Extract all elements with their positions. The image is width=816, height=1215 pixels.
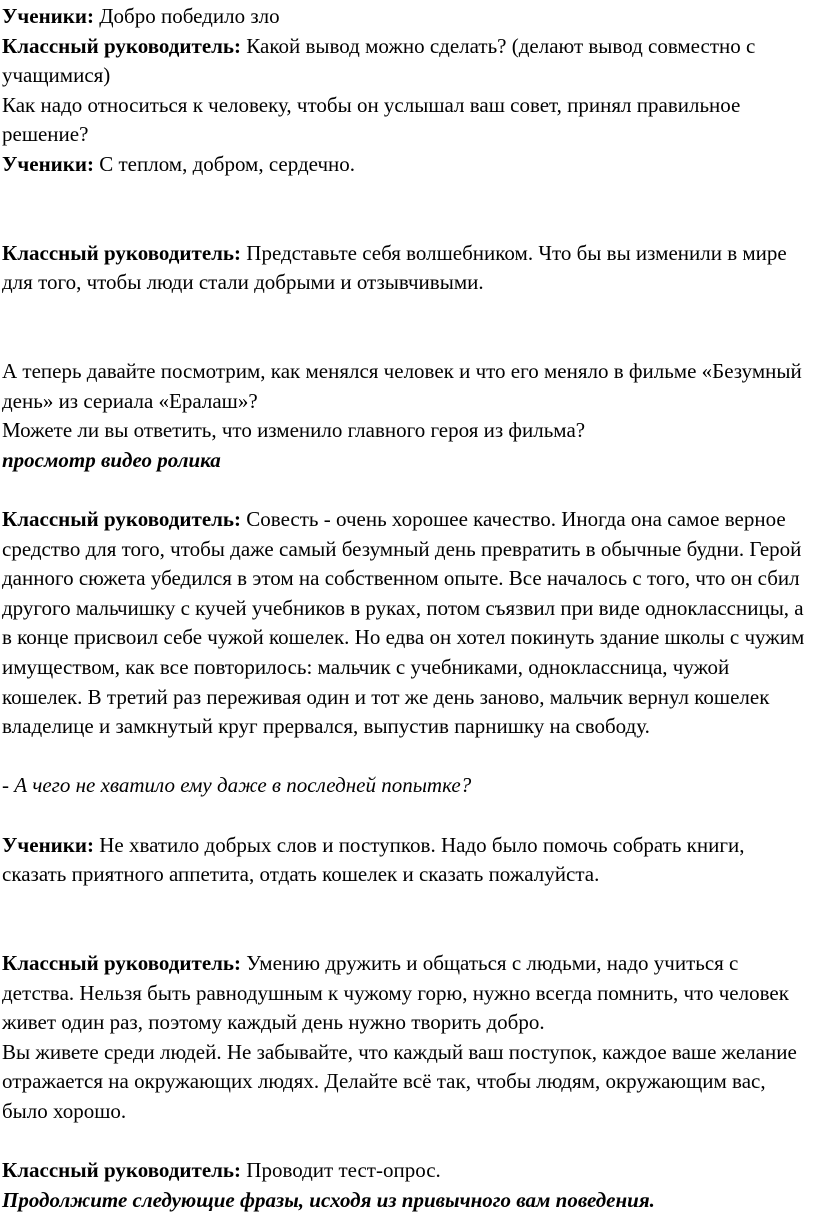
paragraph-text: Можете ли вы ответить, что изменило главного героя из фильма? <box>2 418 586 443</box>
paragraph-teacher-5 <box>2 1156 808 1186</box>
paragraph-teacher-4 <box>2 949 808 1038</box>
blank-space <box>2 742 808 772</box>
speaker-label: Классный руководитель: <box>2 1158 242 1183</box>
video-note-text: просмотр видео ролика <box>2 447 221 472</box>
instruction-text: Продолжите следующие фразы, исходя из привычного вам поведения. <box>2 1187 655 1212</box>
paragraph-students-2 <box>2 150 808 180</box>
blank-space <box>2 298 808 357</box>
paragraph-text: С теплом, добром, сердечно. <box>93 151 355 176</box>
paragraph-video-note <box>2 446 808 476</box>
paragraph-film-intro <box>2 357 808 416</box>
speaker-label: Ученики: <box>2 151 94 176</box>
paragraph-text: Какой вывод можно сделать? (делают вывод совместно с учащимися) <box>2 33 756 88</box>
speaker-label: Ученики: <box>2 832 94 857</box>
paragraph-students-1 <box>2 2 808 32</box>
paragraph-text: Представьте себя волшебником. Что бы вы изменили в мире для того, чтобы люди стали добрыми и отзывчивыми. <box>2 240 787 295</box>
speaker-label: Классный руководитель: <box>2 951 242 975</box>
blank-space <box>2 1127 808 1157</box>
speaker-label: Ученики: <box>2 4 94 28</box>
blank-space <box>2 180 808 239</box>
paragraph-teacher-2 <box>2 239 808 298</box>
paragraph-advice <box>2 1038 808 1127</box>
speaker-label: Классный руководитель: <box>2 33 242 58</box>
paragraph-text: Вы живете среди людей. Не забывайте, что каждый ваш поступок, каждое ваше желание отражается на окружающих людях. Делайте всё так, чтобы людям, окружающим вас, было хорошо. <box>2 1039 797 1123</box>
paragraph-question-2 <box>2 771 808 801</box>
paragraph-teacher-1 <box>2 32 808 91</box>
blank-space <box>2 801 808 831</box>
blank-space <box>2 890 808 949</box>
paragraph-text: Совесть - очень хорошее качество. Иногда она самое верное средство для того, чтобы даже самый безумный день превратить в обычные будни. Герой данного сюжета убедился в этом на собственном опыте. Все началось с того, что он сбил другого мальчишку с кучей учебников в руках, потом съязвил при виде одноклассницы, а в конце присвоил себе чужой кошелек. Но едва он хотел покинуть здание школы с чужим имуществом, как все повторилось: мальчик с учебниками, одноклассница, чужой кошелек. В третий раз переживая один и тот же день заново, мальчик вернул кошелек владелице и замкнутый круг прервался, выпустив парнишку на свободу. <box>2 507 805 739</box>
paragraph-text: Как надо относиться к человеку, чтобы он услышал ваш совет, принял правильное решение? <box>2 92 741 147</box>
speaker-label: Классный руководитель: <box>2 507 242 532</box>
paragraph-text: Умению дружить и общаться с людьми, надо учиться с детства. Нельзя быть равнодушным к чужому горю, нужно всегда помнить, что человек живет один раз, поэтому каждый день нужно творить добро. <box>2 951 789 1035</box>
paragraph-text: Добро победило зло <box>93 4 280 28</box>
blank-space <box>2 476 808 506</box>
paragraph-text: Не хватило добрых слов и поступков. Надо было помочь собрать книги, сказать приятного аппетита, отдать кошелек и сказать пожалуйста. <box>2 832 745 887</box>
paragraph-text: Проводит тест-опрос. <box>241 1158 441 1183</box>
paragraph-film-question <box>2 416 808 446</box>
paragraph-teacher-3 <box>2 505 808 742</box>
paragraph-instruction <box>2 1186 808 1215</box>
paragraph-text: А теперь давайте посмотрим, как менялся человек и что его меняло в фильме «Безумный день» из сериала «Ералаш»? <box>2 359 802 413</box>
speaker-label: Классный руководитель: <box>2 240 242 265</box>
paragraph-question-1 <box>2 91 808 150</box>
question-text: - А чего не хватило ему даже в последней попытке? <box>2 773 472 798</box>
paragraph-students-3 <box>2 831 808 890</box>
